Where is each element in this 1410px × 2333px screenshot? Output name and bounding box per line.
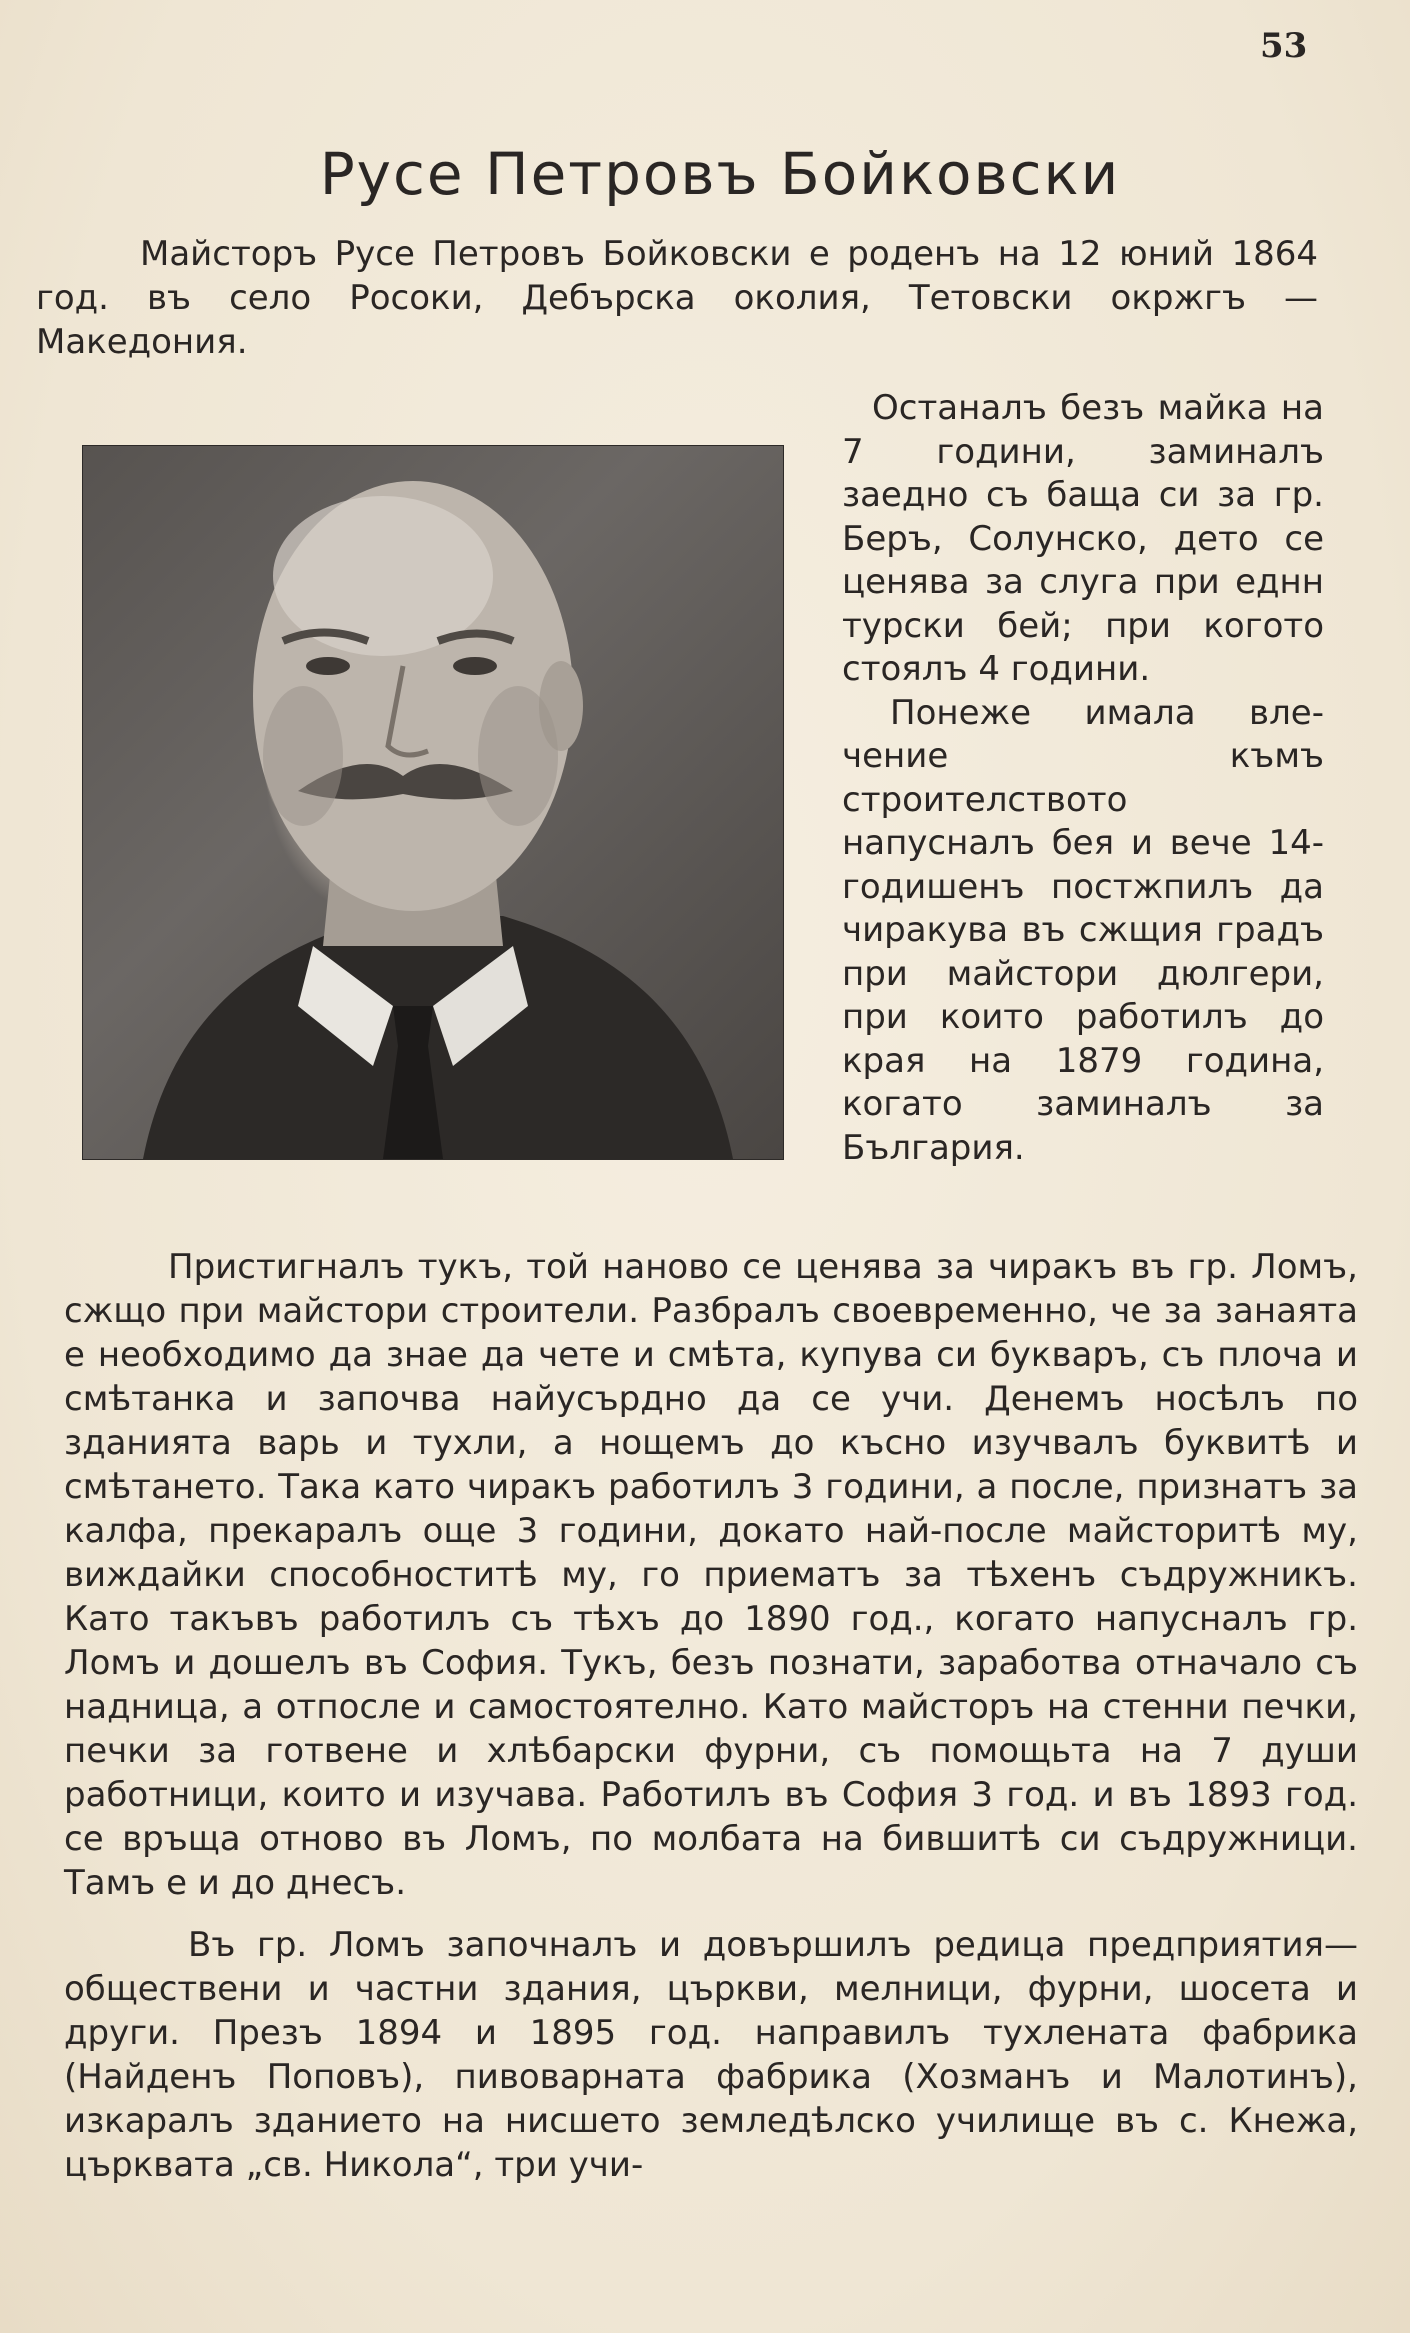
side-paragraph: Понеже имала вле-чение къмъ строителството напусналъ бея и вече 14-годишенъ постжпилъ да чиракува въ сжщия градъ при майстори дюлгери, при които работилъ до края на 1879 година, когато заминалъ за България. [842, 692, 1324, 1168]
body-paragraph: Пристигналъ тукъ, той наново се ценява за чиракъ въ гр. Ломъ, сжщо при майстори строители. Разбралъ своевременно, че за занаята е необходимо да знае да чете и смѣта, купува си букваръ, съ плоча и смѣтанка и започва найусърдно да се учи. Денемъ носѣлъ по зданията варь и тухли, а нощемъ до късно изучвалъ буквитѣ и смѣтането. Така като чиракъ работилъ 3 години, а после, признатъ за калфа, прекаралъ още 3 години, докато най-после майсторитѣ му, виждайки способноститѣ му, го приематъ за тѣхенъ съдружникъ. Като такъвъ работилъ съ тѣхъ до 1890 год., когато напусналъ гр. Ломъ и дошелъ въ София. Тукъ, безъ познати, заработва отначало съ надница, а отпосле и самостоятелно. Като майсторъ на стенни печки, печки за готвене и хлѣбарски фурни, съ помощьта на 7 души работници, които и изучава. Работилъ въ София 3 год. и въ 1893 год. се връща отново въ Ломъ, по молбата на бившитѣ си съдружници. Тамъ е и до днесъ. [64, 1247, 1358, 1903]
article-title: Русе Петровъ Бойковски [319, 140, 1121, 208]
body-paragraph: Въ гр. Ломъ започналъ и довършилъ редица предприятия—обществени и частни здания, църкви, мелници, фурни, шосета и други. Презъ 1894 и 1895 год. направилъ тухлената фабрика (Найденъ Поповъ), пивоварната фабрика (Хозманъ и Малотинъ), изкаралъ зданието на нисшето земледѣлско училище въ с. Кнежа, църквата „св. Никола“, три учи- [64, 1925, 1358, 2185]
side-paragraph: Останалъ безъ майка на 7 години, заминалъ заедно съ баща си за гр. Беръ, Солунско, дето се ценява за слуга при еднн турски бей; при когото стоялъ 4 години. [842, 388, 1324, 689]
body-text [64, 1245, 1358, 2187]
page-number: 53 [1260, 26, 1308, 66]
portrait-photo [82, 445, 784, 1160]
portrait-drawing [83, 446, 783, 1159]
intro-paragraph: Майсторъ Русе Петровъ Бойковски е роденъ на 12 юний 1864 год. въ село Росоки, Дебърска околия, Тетовски окржгъ — Македония. [36, 234, 1318, 362]
side-column [842, 387, 1324, 1170]
